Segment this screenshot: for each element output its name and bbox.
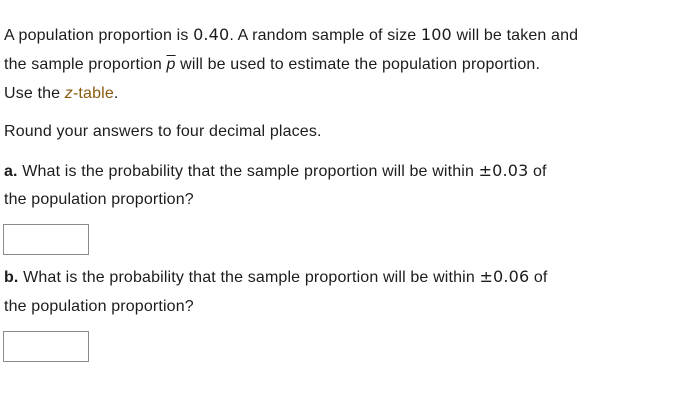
p-bar-symbol: $\overline{p}$ [166, 56, 176, 73]
answer-a-input[interactable] [3, 224, 89, 255]
question-a-label: a. [4, 163, 18, 180]
plus-minus-symbol: ± [478, 161, 493, 180]
question-a-line-1 [4, 160, 547, 183]
rounding-instructions: Round your answers to four decimal places. [4, 123, 322, 140]
question-a-text: of [528, 163, 547, 180]
answer-b-input[interactable] [3, 331, 89, 362]
intro-text: the sample proportion [4, 56, 167, 73]
population-proportion-value: 0.40 [193, 25, 230, 44]
question-b-text: of [529, 269, 548, 286]
question-a-margin: 0.03 [492, 161, 529, 180]
intro-line-3 [4, 83, 119, 105]
intro-text: A population proportion is [4, 27, 194, 44]
intro-text: will be used to estimate the population proportion. [175, 56, 541, 73]
sample-size-value: 100 [420, 25, 452, 44]
intro-text: . A random sample of size [229, 27, 421, 44]
plus-minus-symbol: ± [479, 267, 494, 286]
intro-text: . [113, 85, 119, 102]
question-b-line-1 [4, 266, 548, 289]
intro-text: will be taken and [451, 27, 579, 44]
intro-line-2 [4, 54, 540, 76]
question-a-text: What is the probability that the sample proportion will be within [17, 163, 479, 180]
question-b-margin: 0.06 [493, 267, 530, 286]
question-b-line-2: the population proportion? [4, 298, 194, 315]
question-b-text: What is the probability that the sample proportion will be within [18, 269, 480, 286]
question-b-label: b. [4, 269, 19, 286]
question-a-line-2: the population proportion? [4, 191, 194, 208]
intro-line-1 [4, 24, 578, 47]
z-table-link[interactable]: z-table [64, 85, 114, 102]
intro-text: Use the [4, 85, 65, 102]
